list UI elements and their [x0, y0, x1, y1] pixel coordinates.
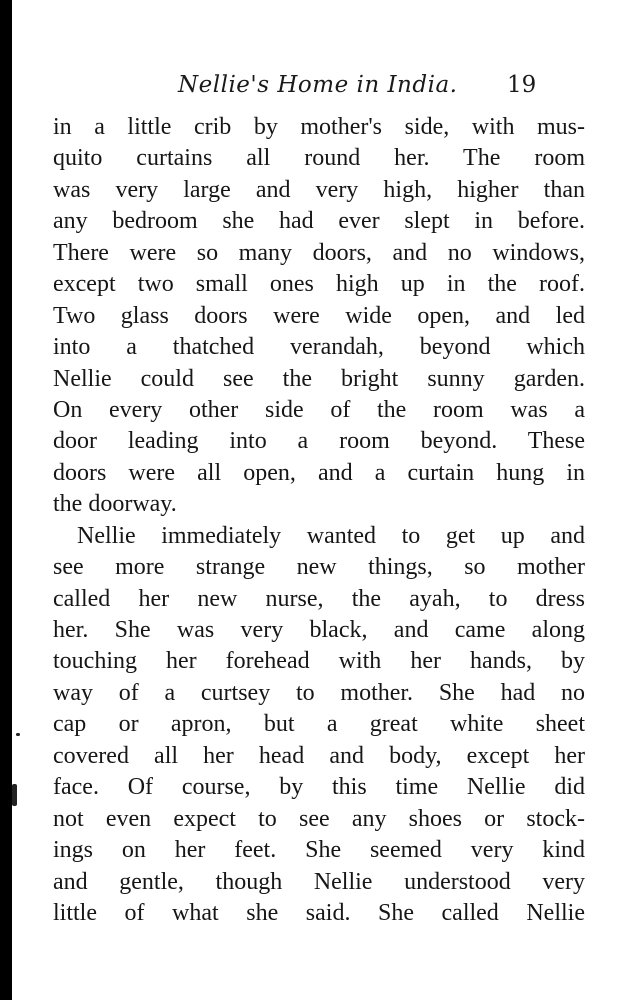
text-line: face. Of course, by this time Nellie did — [53, 774, 585, 801]
text-line: quito curtains all round her. The room — [53, 145, 585, 172]
text-line: Nellie could see the bright sunny garden. — [53, 365, 585, 392]
text-line: little of what she said. She called Nellie — [53, 899, 585, 926]
text-line: Two glass doors were wide open, and led — [53, 302, 585, 329]
scan-edge-mark — [16, 733, 20, 736]
text-line: door leading into a room beyond. These — [53, 428, 585, 455]
text-line: except two small ones high up in the roof. — [53, 271, 585, 298]
text-line: way of a curtsey to mother. She had no — [53, 679, 585, 706]
text-line: in a little crib by mother's side, with mus- — [53, 114, 585, 140]
text-line: covered all her head and body, except her — [53, 742, 585, 769]
text-line: ings on her feet. She seemed very kind — [53, 837, 585, 864]
paragraph-first-line: Nellie immediately wanted to get up and — [77, 522, 585, 549]
text-line: There were so many doors, and no windows, — [53, 239, 585, 266]
text-line: touching her forehead with her hands, by — [53, 648, 585, 675]
text-line: into a thatched verandah, beyond which — [53, 334, 585, 361]
text-line: her. She was very black, and came along — [53, 617, 585, 643]
body-text — [53, 112, 585, 929]
scan-edge-mark — [12, 784, 17, 806]
text-line: was very large and very high, higher than — [53, 176, 585, 203]
page-number: 19 — [507, 72, 537, 98]
running-head — [12, 70, 625, 100]
text-line: On every other side of the room was a — [53, 396, 585, 423]
paragraph-end-line: the doorway. — [53, 491, 177, 518]
book-page — [12, 0, 625, 1000]
text-line: not even expect to see any shoes or stock- — [53, 805, 585, 832]
text-line: any bedroom she had ever slept in before. — [53, 208, 585, 235]
text-line: cap or apron, but a great white sheet — [53, 711, 585, 738]
text-line: and gentle, though Nellie understood very — [53, 868, 585, 895]
text-line: called her new nurse, the ayah, to dress — [53, 585, 585, 612]
running-title: Nellie's Home in India. — [178, 72, 458, 98]
text-line: see more strange new things, so mother — [53, 554, 585, 581]
text-line: doors were all open, and a curtain hung in — [53, 459, 585, 486]
